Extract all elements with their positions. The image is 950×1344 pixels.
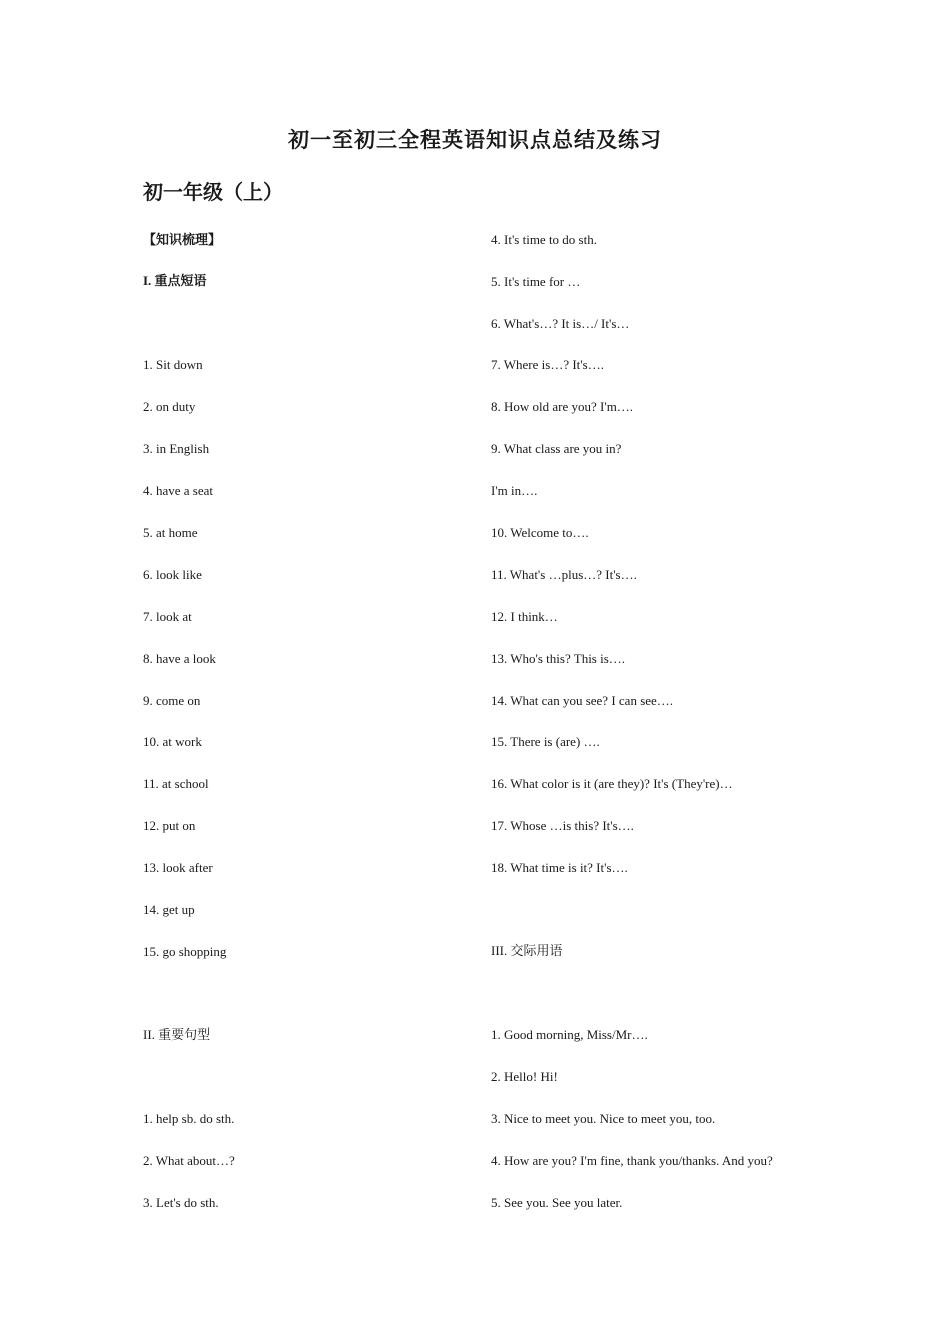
expression-item: 5. See you. See you later. <box>491 1195 623 1210</box>
pattern-item: 13. Who's this? This is…. <box>491 651 626 666</box>
expressions-heading: III. 交际用语 <box>491 943 563 958</box>
phrase-item: 11. at school <box>143 776 209 791</box>
phrase-item: 8. have a look <box>143 651 216 666</box>
pattern-item: 4. It's time to do sth. <box>491 232 597 247</box>
pattern-item: 14. What can you see? I can see…. <box>491 693 674 708</box>
phrase-item: 3. in English <box>143 441 210 456</box>
phrase-item: 12. put on <box>143 818 196 833</box>
phrase-item: 15. go shopping <box>143 944 227 959</box>
patterns-heading: II. 重要句型 <box>143 1027 211 1042</box>
expression-item: 4. How are you? I'm fine, thank you/thanks. And you? <box>491 1153 773 1168</box>
phrase-item: 4. have a seat <box>143 483 214 498</box>
pattern-item: 18. What time is it? It's…. <box>491 860 628 875</box>
phrase-item: 10. at work <box>143 734 202 749</box>
pattern-item: I'm in…. <box>491 483 538 498</box>
pattern-item: 1. help sb. do sth. <box>143 1111 235 1126</box>
pattern-item: 7. Where is…? It's…. <box>491 357 604 372</box>
phrase-item: 5. at home <box>143 525 198 540</box>
section-label: 【知识梳理】 <box>143 232 222 247</box>
expression-item: 2. Hello! Hi! <box>491 1069 558 1084</box>
pattern-item: 10. Welcome to…. <box>491 525 589 540</box>
pattern-item: 9. What class are you in? <box>491 441 622 456</box>
expression-item: 3. Nice to meet you. Nice to meet you, too. <box>491 1111 716 1126</box>
pattern-item: 2. What about…? <box>143 1153 235 1168</box>
pattern-item: 8. How old are you? I'm…. <box>491 399 634 414</box>
grade-heading: 初一年级（上） <box>143 180 283 204</box>
pattern-item: 17. Whose …is this? It's…. <box>491 818 634 833</box>
phrase-item: 13. look after <box>143 860 213 875</box>
phrases-heading: I. 重点短语 <box>143 273 207 288</box>
phrase-item: 6. look like <box>143 567 202 582</box>
phrase-item: 7. look at <box>143 609 192 624</box>
phrase-item: 14. get up <box>143 902 195 917</box>
pattern-item: 16. What color is it (are they)? It's (They're)… <box>491 776 733 791</box>
pattern-item: 5. It's time for … <box>491 274 581 289</box>
phrase-item: 1. Sit down <box>143 357 203 372</box>
phrase-item: 2. on duty <box>143 399 196 414</box>
pattern-item: 3. Let's do sth. <box>143 1195 219 1210</box>
pattern-item: 11. What's …plus…? It's…. <box>491 567 637 582</box>
expression-item: 1. Good morning, Miss/Mr…. <box>491 1027 648 1042</box>
pattern-item: 12. I think… <box>491 609 558 624</box>
phrase-item: 9. come on <box>143 693 201 708</box>
pattern-item: 15. There is (are) …. <box>491 734 600 749</box>
pattern-item: 6. What's…? It is…/ It's… <box>491 316 630 331</box>
document-title: 初一至初三全程英语知识点总结及练习 <box>288 127 662 152</box>
